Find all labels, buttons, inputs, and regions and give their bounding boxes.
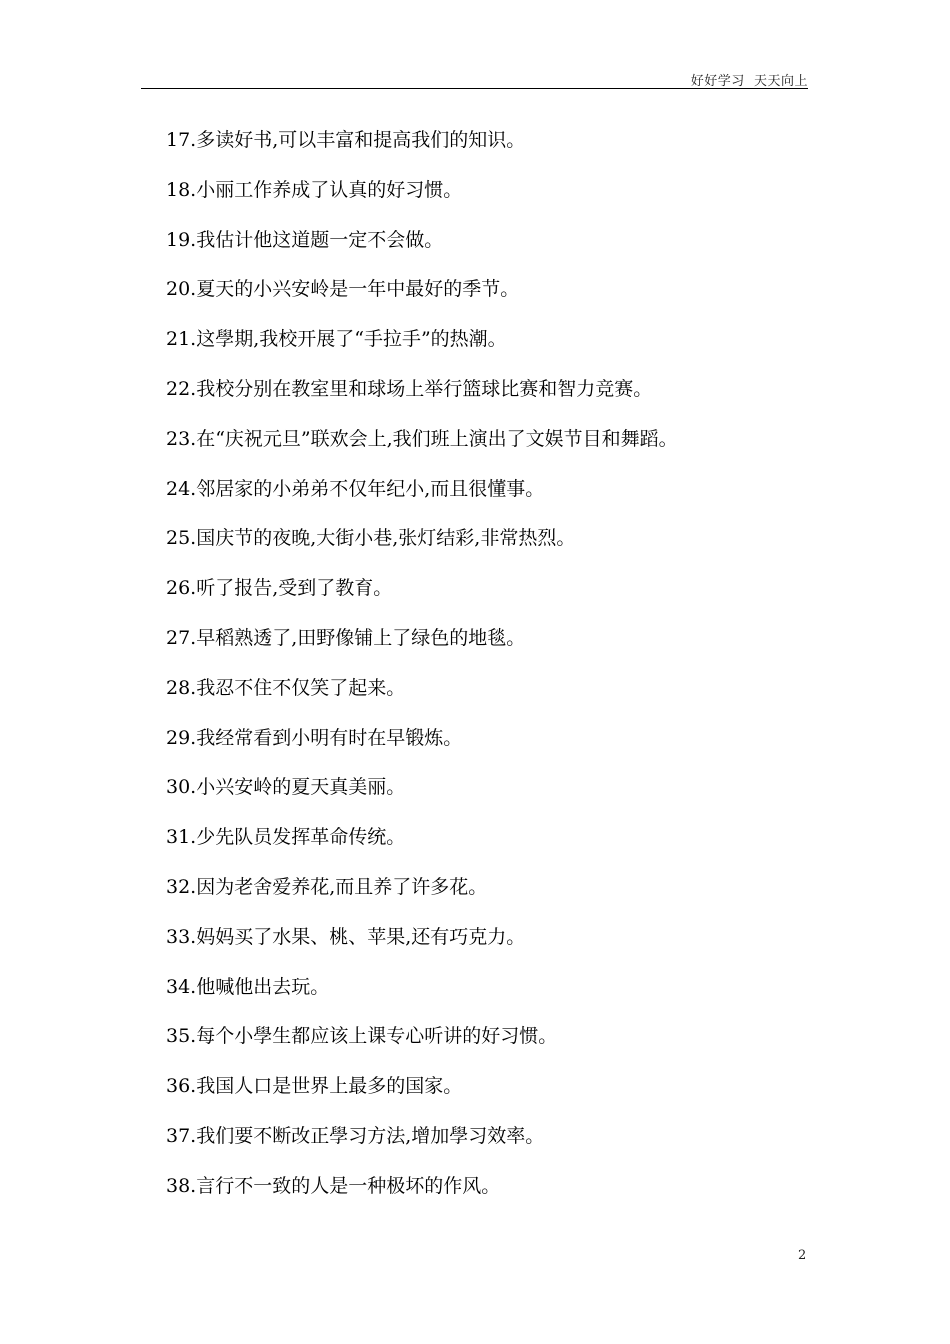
page-number: 2	[798, 1248, 807, 1263]
sentence-line: 33.妈妈买了水果、桃、苹果,还有巧克力。	[166, 925, 526, 948]
sentence-line: 36.我国人口是世界上最多的国家。	[166, 1075, 463, 1098]
sentence-line: 17.多读好书,可以丰富和提高我们的知识。	[166, 129, 526, 151]
sentence-line: 31.少先队员发挥革命传统。	[166, 826, 406, 849]
sentence-line: 23.在“庆祝元旦”联欢会上,我们班上演出了文娱节目和舞蹈。	[166, 427, 678, 450]
sentence-line: 22.我校分别在教室里和球场上举行篮球比赛和智力竞赛。	[166, 377, 653, 400]
sentence-line: 24.邻居家的小弟弟不仅年纪小,而且很懂事。	[166, 477, 545, 500]
sentence-list	[166, 124, 816, 1220]
sentence-line: 21.这學期,我校开展了“手拉手”的热潮。	[166, 328, 507, 351]
sentence-line: 32.因为老舍爱养花,而且养了许多花。	[166, 875, 488, 898]
sentence-line: 25.国庆节的夜晚,大街小巷,张灯结彩,非常热烈。	[166, 527, 576, 550]
sentence-line: 20.夏天的小兴安岭是一年中最好的季节。	[166, 278, 520, 301]
sentence-line: 29.我经常看到小明有时在早锻炼。	[166, 726, 463, 749]
sentence-line: 28.我忍不住不仅笑了起来。	[166, 676, 406, 699]
sentence-line: 30.小兴安岭的夏天真美丽。	[166, 776, 406, 799]
sentence-line: 18.小丽工作养成了认真的好习惯。	[166, 178, 463, 201]
sentence-line: 27.早稻熟透了,田野像铺上了绿色的地毯。	[166, 626, 526, 649]
header-divider	[141, 88, 808, 89]
sentence-line: 19.我估计他这道题一定不会做。	[166, 228, 444, 251]
sentence-line: 34.他喊他出去玩。	[166, 975, 330, 998]
sentence-line: 26.听了报告,受到了教育。	[166, 577, 393, 600]
page-header-text: 好好学习 天天向上	[690, 74, 808, 89]
sentence-line: 35.每个小學生都应该上课专心听讲的好习惯。	[166, 1025, 558, 1048]
sentence-line: 37.我们要不断改正學习方法,增加學习效率。	[166, 1124, 545, 1147]
sentence-line: 38.言行不一致的人是一种极坏的作风。	[166, 1174, 501, 1197]
